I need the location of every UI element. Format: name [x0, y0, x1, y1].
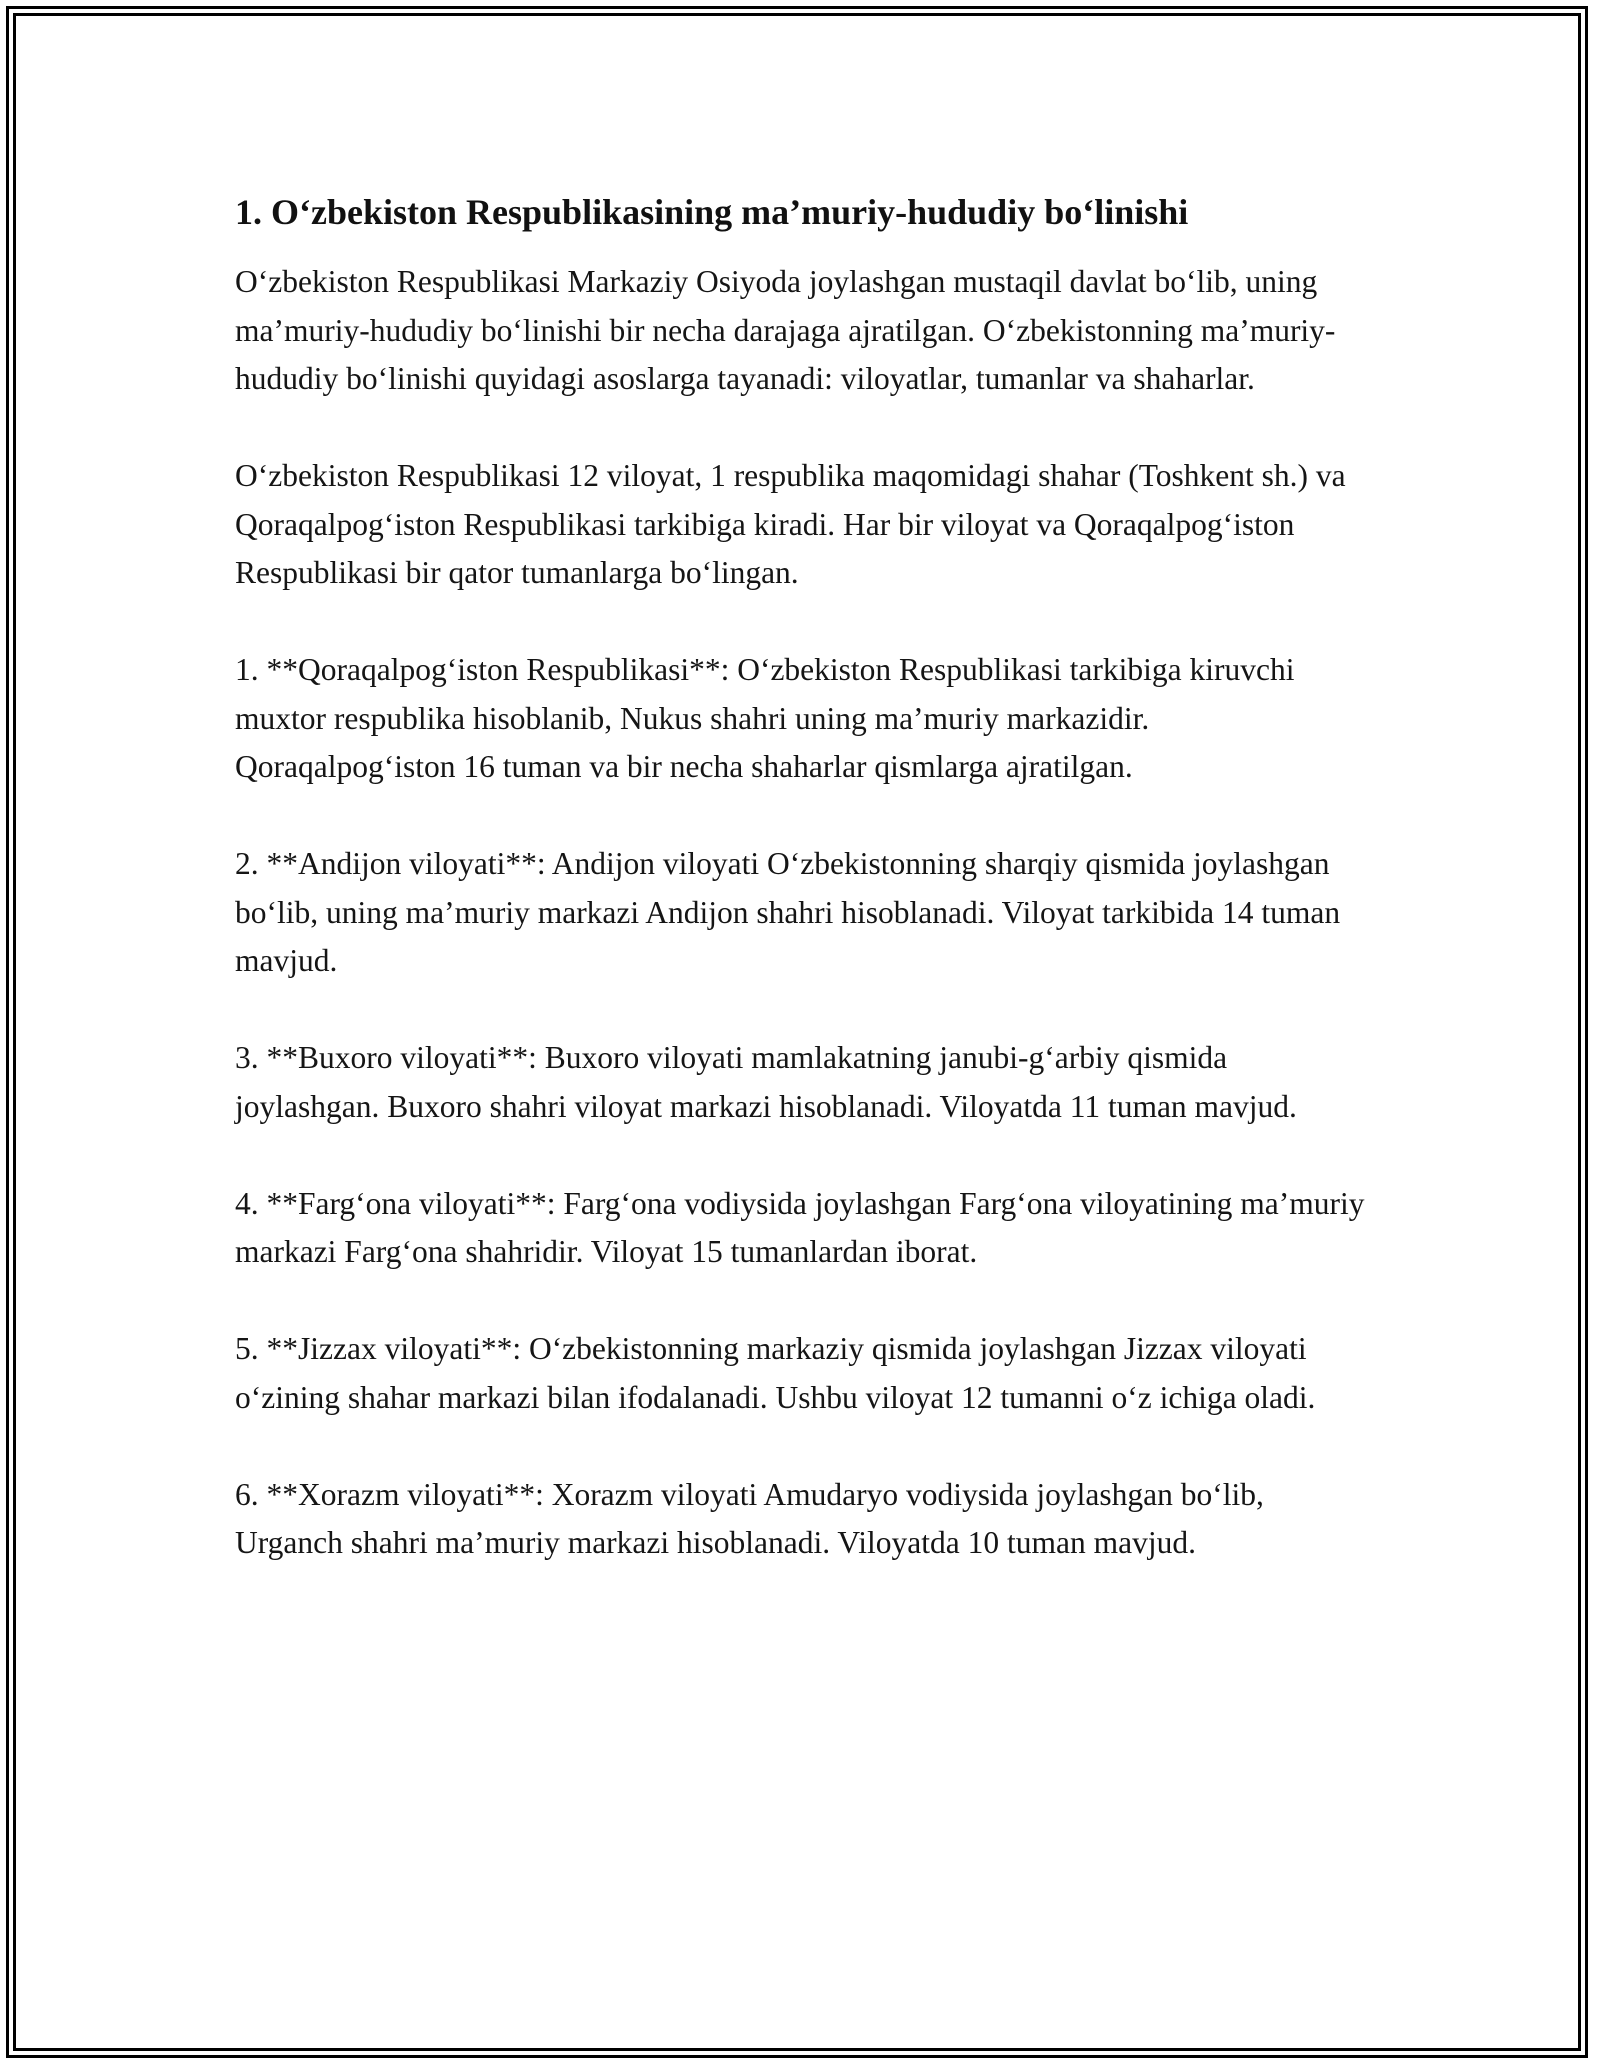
paragraph-fergana: 4. **Farg‘ona viloyati**: Farg‘ona vodiysida joylashgan Farg‘ona viloyatining ma’muriy markazi Farg‘ona shahridir. Viloyat 15 tumanlardan iborat.	[235, 1185, 1365, 1269]
document-body	[235, 188, 1375, 1616]
paragraph-bukhara: 3. **Buxoro viloyati**: Buxoro viloyati mamlakatning janubi-g‘arbiy qismida joylashgan. Buxoro shahri viloyat markazi hisoblanadi. Viloyatda 11 tuman mavjud.	[235, 1040, 1297, 1124]
paragraph-overview: O‘zbekiston Respublikasi 12 viloyat, 1 respublika maqomidagi shahar (Toshkent sh.) va Qoraqalpog‘iston Respublikasi tarkibiga kiradi. Har bir viloyat va Qoraqalpog‘iston Respublikasi bir qator tumanlarga bo‘lingan.	[235, 458, 1346, 590]
paragraph-karakalpakstan: 1. **Qoraqalpog‘iston Respublikasi**: O‘zbekiston Respublikasi tarkibiga kiruvchi muxtor respublika hisoblanib, Nukus shahri uning ma’muriy markazidir. Qoraqalpog‘iston 16 tuman va bir necha shaharlar qismlarga ajratilgan.	[235, 652, 1295, 784]
paragraph-intro: O‘zbekiston Respublikasi Markaziy Osiyoda joylashgan mustaqil davlat bo‘lib, uning ma’muriy-hududiy bo‘linishi bir necha darajaga ajratilgan. O‘zbekistonning ma’muriy-hududiy bo‘linishi quyidagi asoslarga tayanadi: viloyatlar, tumanlar va shaharlar.	[235, 264, 1336, 396]
paragraph-andijan: 2. **Andijon viloyati**: Andijon viloyati O‘zbekistonning sharqiy qismida joylashgan bo‘lib, uning ma’muriy markazi Andijon shahri hisoblanadi. Viloyat tarkibida 14 tuman mavjud.	[235, 846, 1341, 978]
document-title: 1. O‘zbekiston Respublikasining ma’muriy-hududiy bo‘linishi	[235, 192, 1189, 232]
paragraph-khorezm: 6. **Xorazm viloyati**: Xorazm viloyati Amudaryo vodiysida joylashgan bo‘lib, Urganch shahri ma’muriy markazi hisoblanadi. Viloyatda 10 tuman mavjud.	[235, 1476, 1264, 1560]
paragraph-jizzakh: 5. **Jizzax viloyati**: O‘zbekistonning markaziy qismida joylashgan Jizzax viloyati o‘zining shahar markazi bilan ifodalanadi. Ushbu viloyat 12 tumanni o‘z ichiga oladi.	[235, 1331, 1316, 1415]
